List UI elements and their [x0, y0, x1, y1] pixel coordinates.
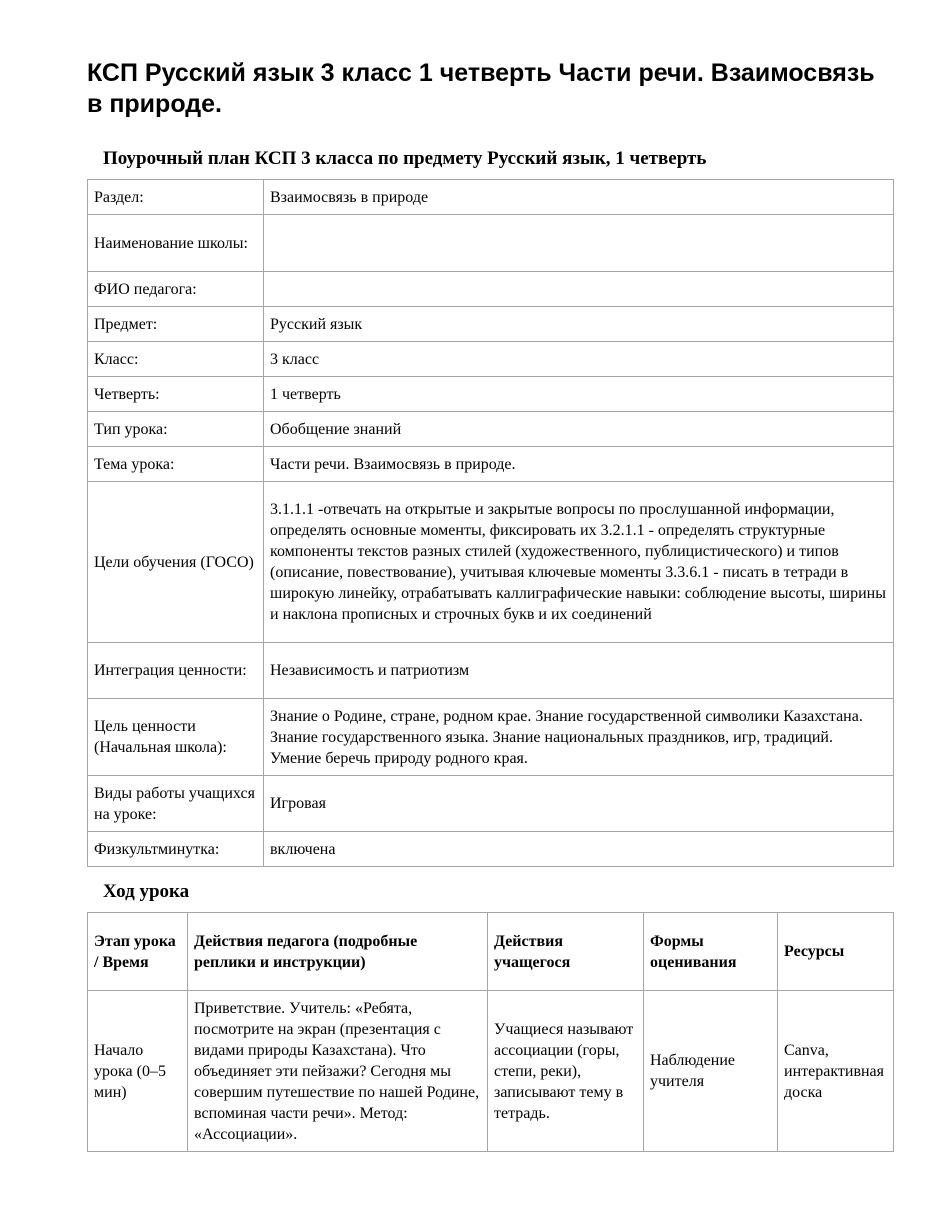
lesson-header-row [88, 913, 894, 991]
info-row-value: Обобщение знаний [264, 412, 894, 447]
lesson-column-header: Действия учащегося [488, 913, 644, 991]
info-row [88, 776, 894, 832]
info-row [88, 482, 894, 643]
info-row-value: Взаимосвязь в природе [264, 180, 894, 215]
info-row [88, 342, 894, 377]
info-row-label: Интеграция ценности: [88, 643, 264, 699]
info-row [88, 643, 894, 699]
lesson-column-header: Формы оценивания [644, 913, 778, 991]
info-row-value: 1 четверть [264, 377, 894, 412]
info-row-value: Знание о Родине, стране, родном крае. Знание государственной символики Казахстана. Знание государственного языка. Знание национальных праздников, игр, традиций. Умение беречь природу родного края. [264, 699, 894, 776]
info-row [88, 447, 894, 482]
info-row-label: Физкультминутка: [88, 832, 264, 867]
lesson-cell: Начало урока (0–5 мин) [88, 991, 188, 1152]
lesson-cell: Приветствие. Учитель: «Ребята, посмотрите на экран (презентация с видами природы Казахстана). Что объединяет эти пейзажи? Сегодня мы совершим путешествие по нашей Родине, вспоминая части речи». Метод: «Ассоциации». [188, 991, 488, 1152]
info-row-value: Независимость и патриотизм [264, 643, 894, 699]
lesson-progress-heading: Ход урока [103, 881, 190, 902]
info-row-label: Класс: [88, 342, 264, 377]
info-row [88, 377, 894, 412]
info-row-label: Четверть: [88, 377, 264, 412]
info-row [88, 307, 894, 342]
info-row [88, 215, 894, 272]
lesson-progress-table [87, 912, 894, 1152]
info-row-value: Части речи. Взаимосвязь в природе. [264, 447, 894, 482]
info-row-value [264, 272, 894, 307]
info-row [88, 412, 894, 447]
info-row-label: Цель ценности (Начальная школа): [88, 699, 264, 776]
lesson-column-header: Действия педагога (подробные реплики и инструкции) [188, 913, 488, 991]
lesson-column-header: Ресурсы [778, 913, 894, 991]
info-row-value: 3 класс [264, 342, 894, 377]
lesson-cell: Canva, интерактивная доска [778, 991, 894, 1152]
info-row [88, 832, 894, 867]
info-row-value [264, 215, 894, 272]
info-row-value: Игровая [264, 776, 894, 832]
lesson-column-header: Этап урока / Время [88, 913, 188, 991]
info-row [88, 699, 894, 776]
info-row-label: Предмет: [88, 307, 264, 342]
lesson-cell: Учащиеся называют ассоциации (горы, степи, реки), записывают тему в тетрадь. [488, 991, 644, 1152]
info-row-label: Тип урока: [88, 412, 264, 447]
info-row-label: Виды работы учащихся на уроке: [88, 776, 264, 832]
info-row [88, 272, 894, 307]
document-title: КСП Русский язык 3 класс 1 четверть Части речи. Взаимосвязь в природе. [87, 59, 875, 118]
info-row-value: 3.1.1.1 -отвечать на открытые и закрытые вопросы по прослушанной информации, определять основные моменты, фиксировать их 3.2.1.1 - определять структурные компоненты текстов разных стилей (художественного, публицистического) и типов (описание, повествование), учитывая ключевые моменты 3.3.6.1 - писать в тетради в широкую линейку, отрабатывать каллиграфические навыки: соблюдение высоты, ширины и наклона прописных и строчных букв и их соединений [264, 482, 894, 643]
info-row-label: Цели обучения (ГОСО) [88, 482, 264, 643]
info-row-label: Раздел: [88, 180, 264, 215]
lesson-row [88, 991, 894, 1152]
info-row-label: Наименование школы: [88, 215, 264, 272]
info-row [88, 180, 894, 215]
lesson-info-table [87, 179, 894, 867]
info-row-value: включена [264, 832, 894, 867]
info-row-label: Тема урока: [88, 447, 264, 482]
lesson-cell: Наблюдение учителя [644, 991, 778, 1152]
info-row-label: ФИО педагога: [88, 272, 264, 307]
info-row-value: Русский язык [264, 307, 894, 342]
plan-heading: Поурочный план КСП 3 класса по предмету Русский язык, 1 четверть [103, 148, 707, 169]
